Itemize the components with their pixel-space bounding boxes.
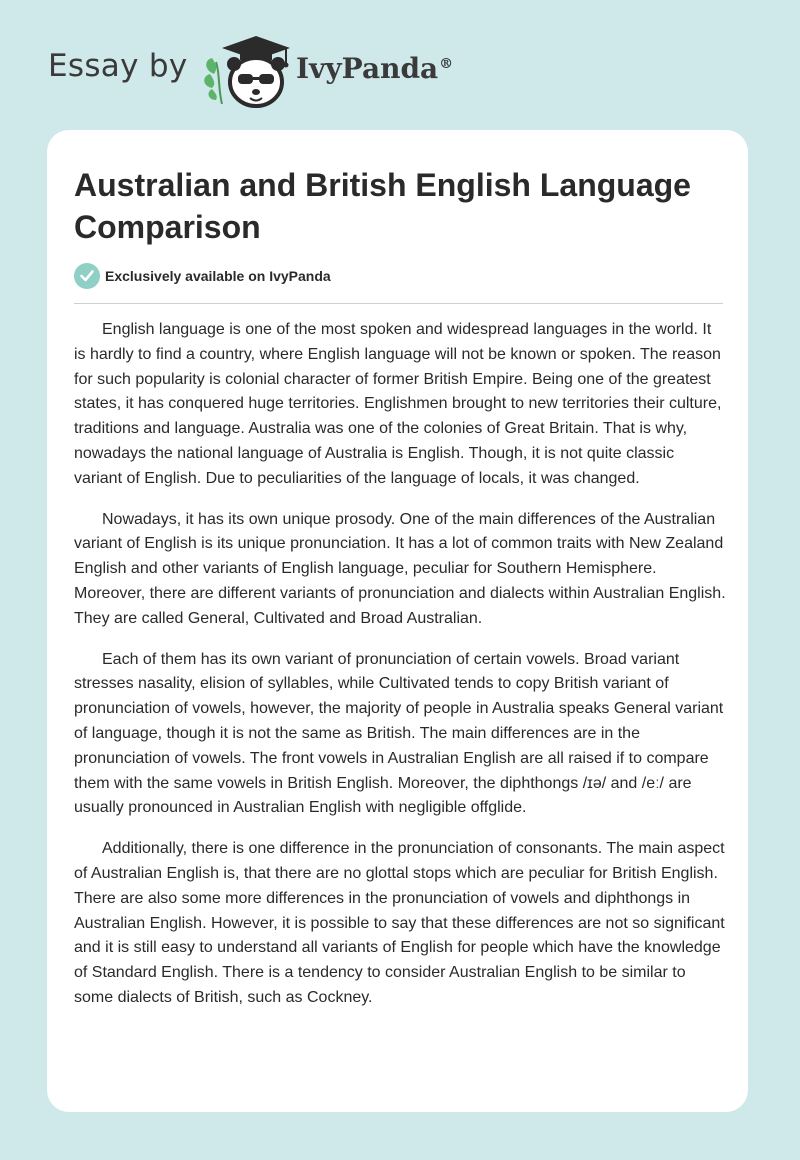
paragraph: English language is one of the most spoken and widespread languages in the world. It is hardly to find a country, where English language will not be known or spoken. The reason for such popularity is colonial character of former British Empire. Being one of the greatest states, it has conquered huge territories. Englishmen brought to new territories their culture, traditions and language. Australia was one of the colonies of Great Britain. That is why, nowadays the national language of Australia is English. Though, it is not quite classic variant of English. Due to peculiarities of the language of locals, it was changed. [74, 321, 722, 487]
paragraph: Nowadays, it has its own unique prosody. One of the main differences of the Australian variant of English is its unique pronunciation. It has a lot of common traits with New Zealand English and other variants of English language, peculiar for Southern Hemisphere. Moreover, there are different variants of pronunciation and dialects within Australian English. They are called General, Cultivated and Broad Australian. [74, 510, 726, 627]
essay-body [74, 318, 726, 1027]
panda-graduate-icon [200, 34, 292, 110]
check-circle-icon [74, 263, 100, 289]
paragraph: Each of them has its own variant of pronunciation of certain vowels. Broad variant stresses nasality, elision of syllables, while Cultivated tends to copy British variant of pronunciation of vowels, however, the majority of people in Australia speaks General variant of language, though it is not the same as British. The main differences are in the pronunciation of vowels. The front vowels in Australian English are all raised if to compare them with the same vowels in British English. Moreover, the diphthongs /ɪə/ and /eː/ are usually pronounced in Australian English with negligible offglide. [74, 650, 724, 817]
brand-name-text: IvyPanda [296, 52, 439, 85]
divider [74, 303, 723, 304]
brand-prefix: Essay by [48, 48, 188, 84]
exclusive-badge [74, 263, 331, 289]
paragraph: Additionally, there is one difference in the pronunciation of consonants. The main aspect of Australian English is, that there are no glottal stops which are peculiar for British English. There are also some more differences in the pronunciation of vowels and diphthongs in Australian English. However, it is possible to say that these differences are not so significant and it is still easy to understand all variants of English for people which have the knowledge of Standard English. There is a tendency to consider Australian English to be similar to some dialects of British, such as Cockney. [74, 840, 725, 1006]
registered-mark: ® [439, 55, 454, 72]
exclusive-label: Exclusively available on IvyPanda [105, 268, 331, 284]
page-title: Australian and British English Language Comparison [74, 167, 691, 245]
brand-name [296, 52, 453, 85]
brand-header[interactable] [48, 30, 508, 110]
essay-card [47, 130, 748, 1112]
